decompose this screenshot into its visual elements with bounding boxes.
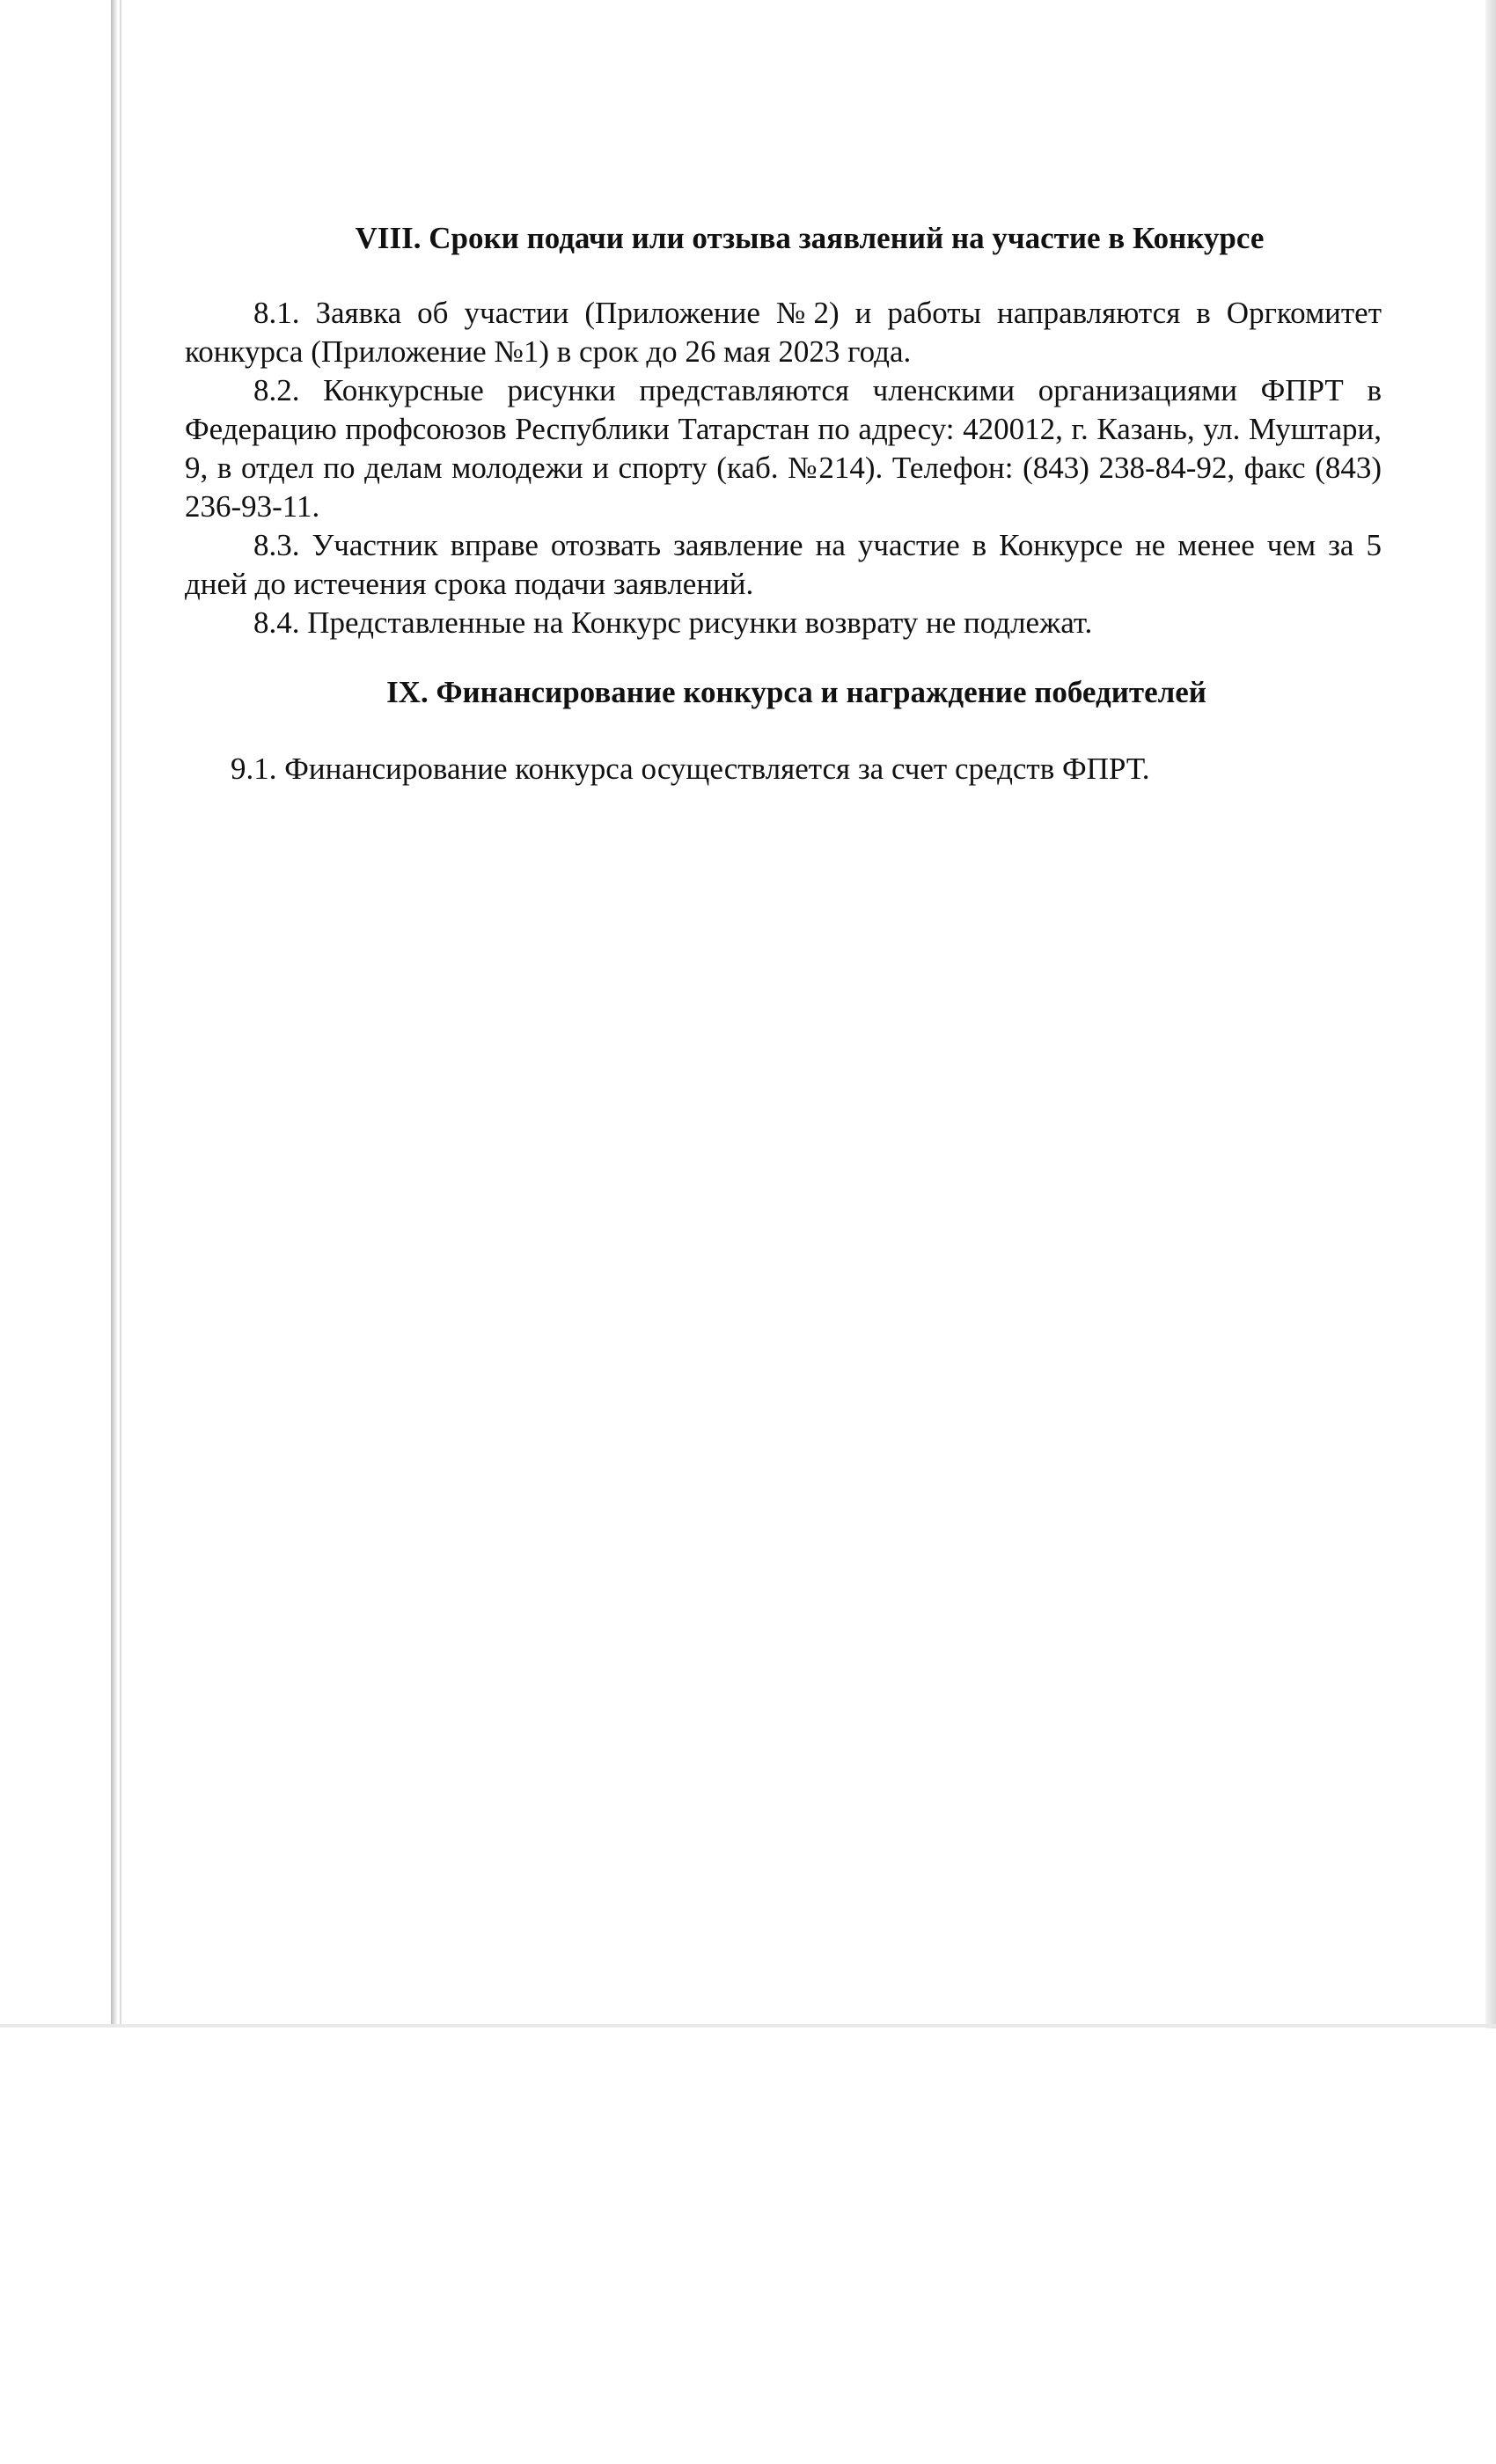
document-page <box>185 220 1382 788</box>
paragraph-8-3: 8.3. Участник вправе отозвать заявление на участие в Конкурсе не менее чем за 5 дней до истечения срока подачи заявлений. <box>185 528 1382 601</box>
paragraph-8-2: 8.2. Конкурсные рисунки представляются членскими организациями ФПРТ в Федерацию профсоюзов Республики Татарстан по адресу: 420012, г. Казань, ул. Муштари, 9, в отдел по делам молодежи и спорту (каб. №214). Телефон: (843) 238-84-92, факс (843) 236-93-11. <box>185 373 1382 524</box>
scan-left-edge <box>111 0 118 2024</box>
paragraph-8-1: 8.1. Заявка об участии (Приложение №2) и работы направляются в Оргкомитет конкурса (Приложение №1) в срок до 26 мая 2023 года. <box>185 296 1382 369</box>
paragraph-9-1: 9.1. Финансирование конкурса осуществляется за счет средств ФПРТ. <box>231 752 1150 786</box>
section-ix-heading: IX. Финансирование конкурса и награждение победителей <box>386 675 1206 709</box>
scan-left-edge-line <box>120 0 121 2024</box>
paragraph-8-4: 8.4. Представленные на Конкурс рисунки возврату не подлежат. <box>253 605 1093 640</box>
section-viii-heading: VIII. Сроки подачи или отзыва заявлений на участие в Конкурсе <box>355 221 1265 255</box>
scan-right-edge <box>1485 0 1496 2028</box>
scan-bottom-edge <box>0 2024 1496 2028</box>
